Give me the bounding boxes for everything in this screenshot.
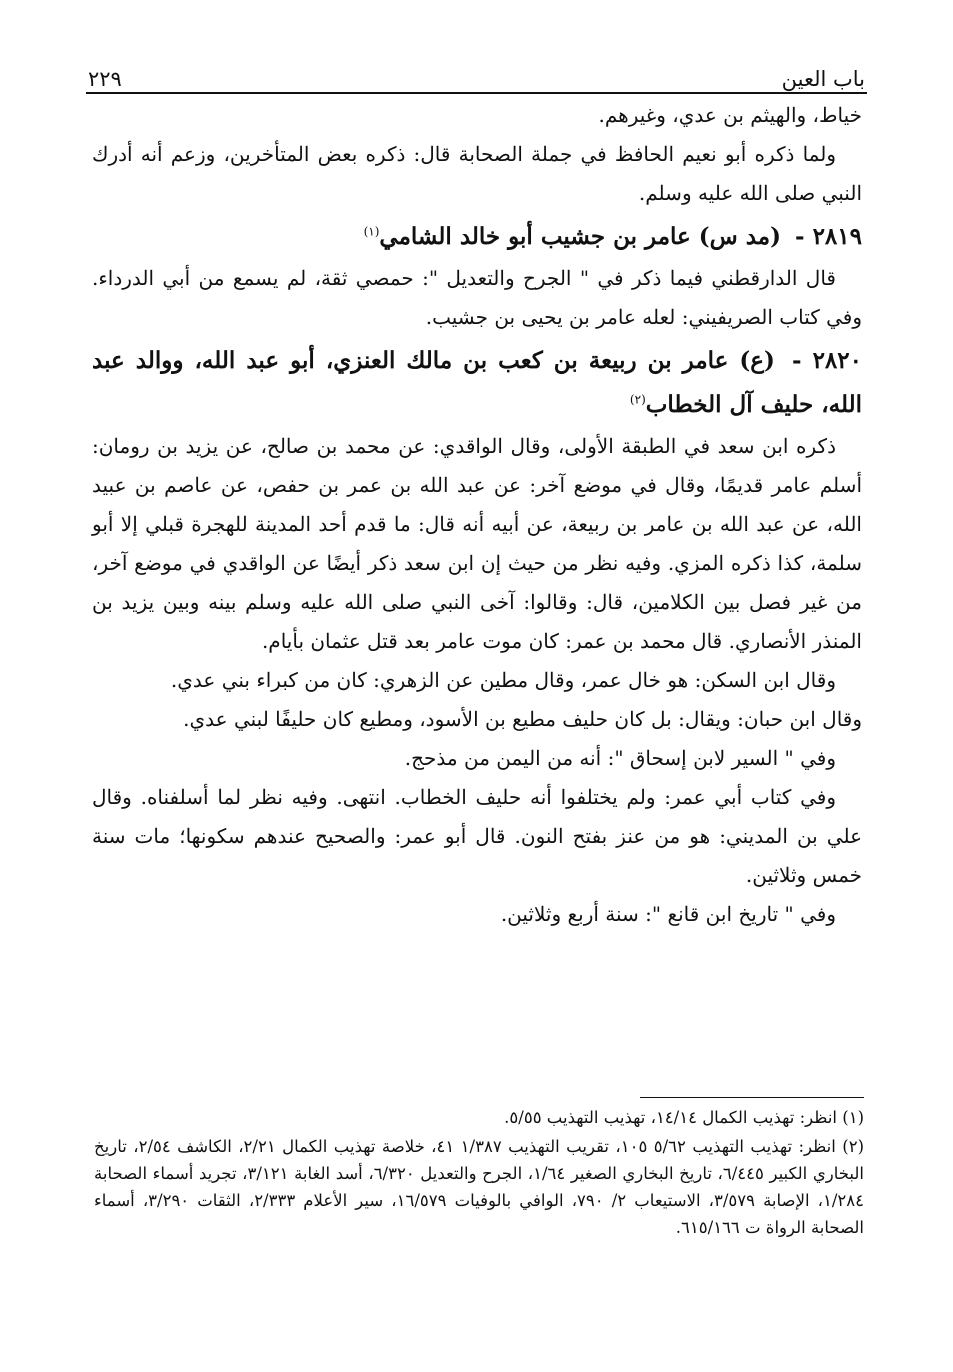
footnote: (١) انظر: تهذيب الكمال ١٤/١٤، تهذيب التهذيب ٥/٥٥.	[504, 1108, 864, 1127]
paragraph: وقال ابن حبان: ويقال: بل كان حليف مطيع بن الأسود، ومطيع كان حليفًا لبني عدي.	[183, 707, 862, 731]
footnote-rule	[640, 1097, 864, 1098]
paragraph: وفي " السير لابن إسحاق ": أنه من اليمن من مذحج.	[404, 746, 836, 770]
paragraph: ولما ذكره أبو نعيم الحافظ في جملة الصحابة قال: ذكره بعض المتأخرين، وزعم أنه أدرك النبي صلى الله عليه وسلم.	[92, 142, 862, 205]
paragraph: وفي كتاب أبي عمر: ولم يختلفوا أنه حليف الخطاب. انتهى. وفيه نظر لما أسلفناه. وقال علي بن المديني: هو من عنز بفتح النون. قال أبو عمر: والصحيح عندهم سكونها؛ مات سنة خمس وثلاثين.	[92, 785, 862, 887]
main-text	[92, 96, 862, 934]
paragraph: قال الدارقطني فيما ذكر في " الجرح والتعديل ": حمصي ثقة، لم يسمع من أبي الدرداء. وفي كتاب الصريفيني: لعله عامر بن يحيى بن جشيب.	[92, 266, 862, 329]
footnotes	[94, 1104, 864, 1243]
paragraph: وفي " تاريخ ابن قانع ": سنة أربع وثلاثين.	[500, 902, 836, 926]
footnote-marker[interactable]: (١)	[363, 224, 380, 239]
entry-number: ٢٨١٩ -	[795, 223, 862, 250]
page-number: ٢٢٩	[88, 66, 122, 91]
footnote: (٢) انظر: تهذيب التهذيب ٥/٦٢ ١٠٥، تقريب التهذيب ١/٣٨٧ ٤١، خلاصة تهذيب الكمال ٢/٢١، الكاشف ٢/٥٤، تاريخ البخاري الكبير ٦/٤٤٥، تاريخ البخاري الصغير ١/٦٤، الجرح والتعديل ٦/٣٢٠، أسد الغابة ٣/١٢١، تجريد أسماء الصحابة ١/٢٨٤، الإصابة ٣/٥٧٩، الاستيعاب ٢/ ٧٩٠، الوافي بالوفيات ١٦/٥٧٩، سير الأعلام ٢/٣٣٣، الثقات ٣/٢٩٠، أسماء الصحابة الرواة ت ٦١٥/١٦٦.	[94, 1137, 864, 1237]
entry-title: (مد س) عامر بن جشيب أبو خالد الشامي	[379, 223, 781, 250]
running-head	[88, 52, 865, 92]
footnote-marker[interactable]: (٢)	[629, 392, 646, 407]
header-rule	[86, 92, 867, 94]
entry-title: (ع) عامر بن ربيعة بن كعب بن مالك العنزي، أبو عبد الله، ووالد عبد الله، حليف آل الخطاب	[92, 347, 862, 418]
entry-heading	[92, 215, 862, 259]
paragraph: وقال ابن السكن: هو خال عمر، وقال مطين عن الزهري: كان من كبراء بني عدي.	[170, 668, 836, 692]
section-title: باب العين	[781, 66, 865, 91]
entry-heading	[92, 339, 862, 427]
entry-number: ٢٨٢٠ -	[791, 347, 862, 374]
paragraph: ذكره ابن سعد في الطبقة الأولى، وقال الواقدي: عن محمد بن صالح، عن يزيد بن رومان: أسلم عامر قديمًا، وقال في موضع آخر: عن عبد الله بن عمر بن حفص، عن عاصم بن عبيد الله، عن عبد الله بن عامر بن ربيعة، عن أبيه أنه قال: ما قدم أحد المدينة للهجرة قبلي إلا أبو سلمة، كذا ذكره المزي. وفيه نظر من حيث إن ابن سعد ذكر أيضًا عن الواقدي في موضع آخر، من غير فصل بين الكلامين، قال: وقالوا: آخى النبي صلى الله عليه وسلم بينه وبين يزيد بن المنذر الأنصاري. قال محمد بن عمر: كان موت عامر بعد قتل عثمان بأيام.	[92, 434, 862, 653]
paragraph: خياط، والهيثم بن عدي، وغيرهم.	[598, 103, 862, 127]
